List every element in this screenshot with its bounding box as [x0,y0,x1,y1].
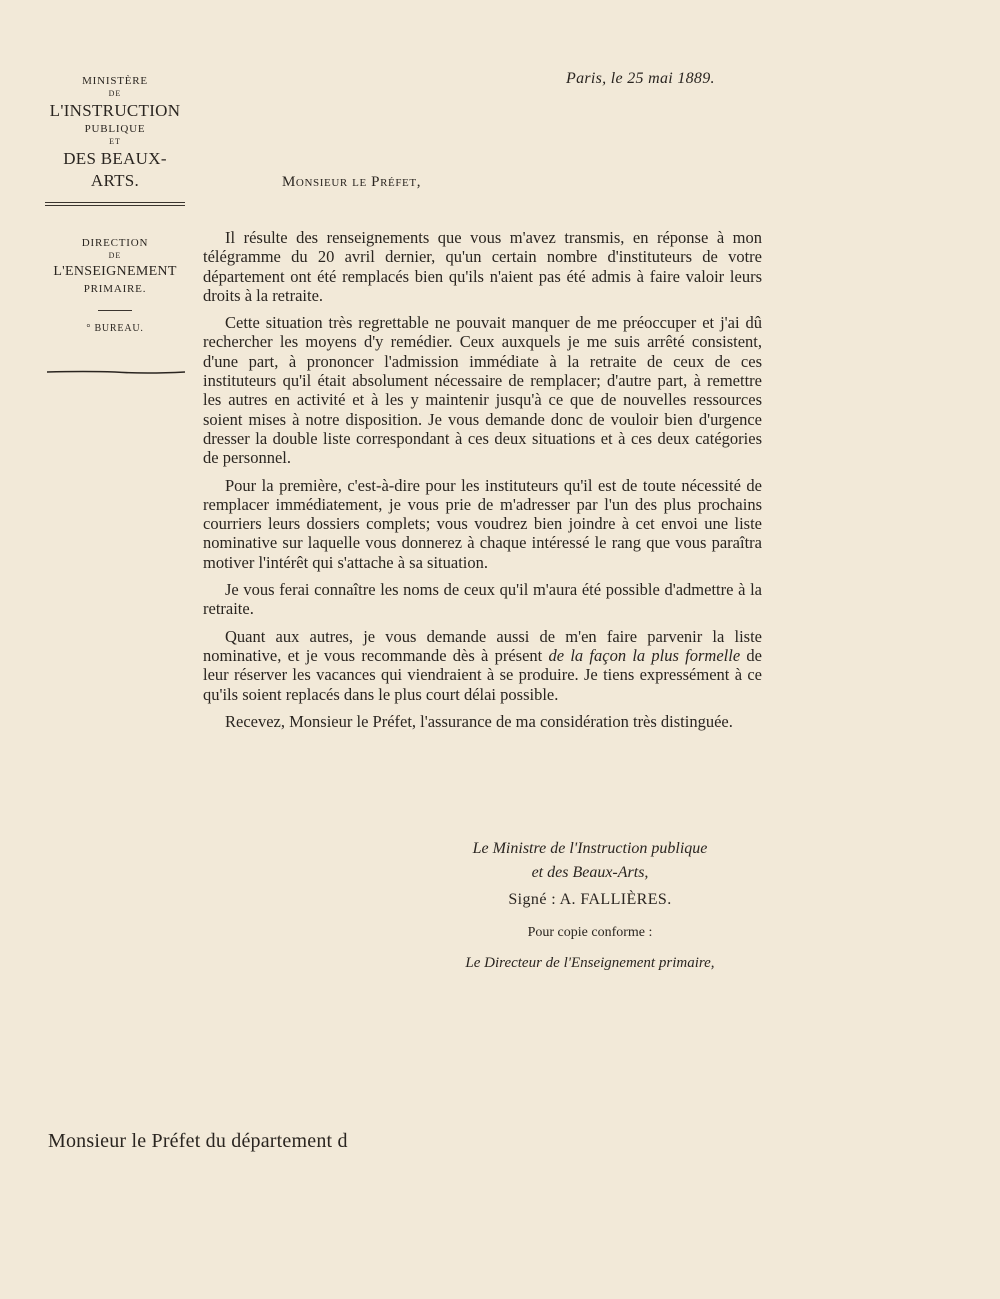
direction-label: DIRECTION [81,237,149,249]
paragraph-5-emphasis: de la façon la plus formelle [548,645,741,665]
salutation: Monsieur le Préfet, [282,174,422,190]
direction-rule [98,310,132,311]
ministry-publique: PUBLIQUE [84,123,146,135]
paragraph-4: Je vous ferai connaître les noms de ceux qu'il m'aura été possible d'admettre à la retraite. [203,580,762,619]
addressee-footer: Monsieur le Préfet du département d [48,1130,348,1152]
letter-body [203,228,762,739]
ministry-et: ET [109,137,121,146]
paragraph-3: Pour la première, c'est-à-dire pour les instituteurs qu'il est de toute nécessité de remplacer immédiatement, je vous prie de m'adresser par l'un des plus prochains courriers leurs dossiers complets; vous voudrez bien joindre à cet envoi une liste nominative sur laquelle vous donnerez à chaque intéressé le rang que vous paraîtra motiver l'intérêt qui s'attache à sa situation. [203,475,762,572]
ministry-header [40,74,190,206]
paragraph-6: Recevez, Monsieur le Préfet, l'assurance de ma considération très distinguée. [225,711,733,731]
signature-title-2: et des Beaux-Arts, [531,864,649,881]
direction-enseignement: L'ENSEIGNEMENT [53,264,177,279]
ministry-beaux-arts: DES BEAUX-ARTS. [63,149,167,190]
swash-divider [45,368,187,376]
direction-primaire: PRIMAIRE. [83,283,147,295]
bureau-label: ° BUREAU. [86,323,144,334]
signature-title-1: Le Ministre de l'Instruction publique [472,840,708,857]
paragraph-5-b: de leur réserver les vacances qui viendraient à se produire. Je tiens expressément à ce qu'ils soient replacés dans le plus court délai possible. [203,645,762,704]
ministry-label: MINISTÈRE [82,75,148,87]
paragraph-1: Il résulte des renseignements que vous m'avez transmis, en réponse à mon télégramme du 20 avril dernier, qu'un certain nombre d'instituteurs de votre département ont été remplacés bien qu'ils n'aient pas été admis à faire valoir leurs droits à la retraite. [203,228,762,305]
header-double-rule [45,202,185,206]
signature-name: Signé : A. FALLIÈRES. [508,891,672,908]
ministry-instruction: L'INSTRUCTION [49,101,181,120]
paragraph-5 [203,627,762,704]
direction-header [40,236,190,334]
copy-conform: Pour copie conforme : [527,925,653,940]
paragraph-2: Cette situation très regrettable ne pouvait manquer de me préoccuper et j'ai dû rechercher les moyens d'y remédier. Ceux auxquels je me suis arrêté consistent, d'une part, à prononcer l'admission immédiate à la retraite de ceux de ces instituteurs qu'il était absolument nécessaire de remplacer; d'autre part, à remettre les autres en activité et à les y maintenir jusqu'à ce que de nouvelles ressources soient mises à notre disposition. Je vous demande donc de vouloir bien d'urgence dresser la double liste correspondant à ces deux situations et à ces deux catégories de personnel. [203,313,762,468]
paragraph-5-a: Quant aux autres, je vous demande aussi de m'en faire parvenir la liste nominative, et je vous recommande dès à présent [203,626,762,665]
direction-de: DE [108,251,122,260]
letter-date: Paris, le 25 mai 1889. [566,70,715,87]
ministry-de: DE [108,89,122,98]
directeur-line: Le Directeur de l'Enseignement primaire, [465,955,715,971]
